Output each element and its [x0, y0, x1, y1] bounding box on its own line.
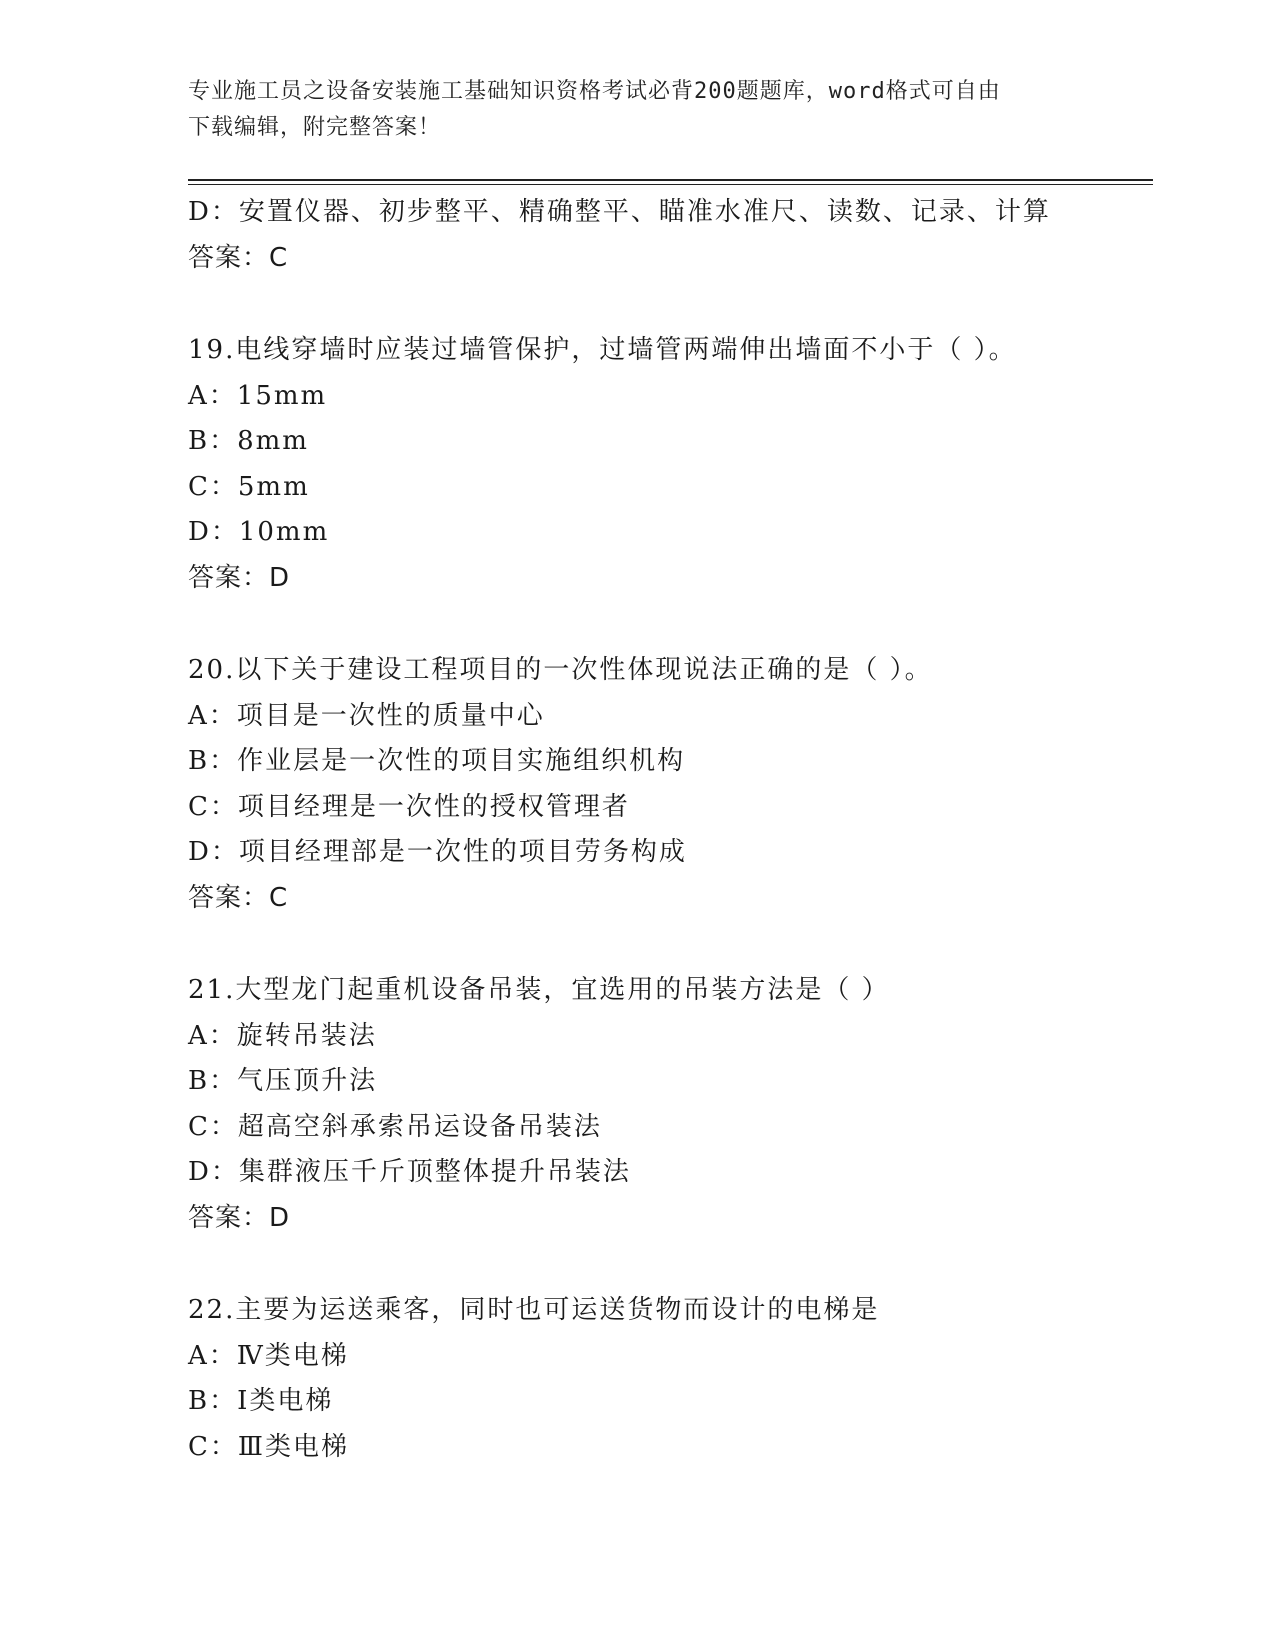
spacer [188, 281, 1148, 328]
question-20 [188, 648, 1148, 921]
question-21 [188, 968, 1148, 1241]
option-c: C：超高空斜承索吊运设备吊装法 [188, 1111, 602, 1142]
answer-line: 答案：C [188, 882, 289, 913]
question-22 [188, 1288, 1148, 1470]
option-c: C：5mm [188, 471, 310, 502]
document-header [188, 74, 1088, 146]
question-stem: 22.主要为运送乘客，同时也可运送货物而设计的电梯是 [188, 1295, 880, 1325]
option-c: C：项目经理是一次性的授权管理者 [188, 791, 630, 822]
option-c: C：Ⅲ类电梯 [188, 1431, 349, 1462]
option-a: A：Ⅳ类电梯 [188, 1340, 349, 1371]
option-b: B：作业层是一次性的项目实施组织机构 [188, 746, 686, 776]
question-19 [188, 328, 1148, 601]
question-stem: 21.大型龙门起重机设备吊装，宜选用的吊装方法是（ ） [188, 975, 890, 1005]
spacer [188, 1241, 1148, 1288]
answer-line: 答案：D [188, 1202, 291, 1233]
option-d: D：10mm [188, 517, 330, 547]
previous-question-tail [188, 190, 1148, 281]
option-b: B：Ⅰ类电梯 [188, 1386, 334, 1416]
option-d: D：集群液压千斤顶整体提升吊装法 [188, 1157, 631, 1187]
question-list [188, 190, 1148, 1470]
answer-line: 答案：C [188, 242, 289, 273]
spacer [188, 601, 1148, 648]
option-b: B：气压顶升法 [188, 1066, 378, 1096]
option-b: B：8mm [188, 426, 309, 456]
header-divider-thin [188, 184, 1153, 185]
option-a: A：旋转吊装法 [188, 1020, 377, 1051]
option-a: A：15mm [188, 380, 328, 411]
option-d: D：安置仪器、初步整平、精确整平、瞄准水准尺、读数、记录、计算 [188, 197, 1051, 227]
question-stem: 19.电线穿墙时应装过墙管保护，过墙管两端伸出墙面不小于（ ）。 [188, 335, 1017, 365]
header-line-1: 专业施工员之设备安装施工基础知识资格考试必背200题题库，word格式可自由 [188, 79, 1001, 104]
header-line-2: 下载编辑，附完整答案！ [188, 115, 442, 140]
option-d: D：项目经理部是一次性的项目劳务构成 [188, 837, 687, 867]
spacer [188, 921, 1148, 968]
option-a: A：项目是一次性的质量中心 [188, 700, 545, 731]
answer-line: 答案：D [188, 562, 291, 593]
question-stem: 20.以下关于建设工程项目的一次性体现说法正确的是（ ）。 [188, 655, 933, 685]
header-divider-thick [188, 179, 1153, 181]
